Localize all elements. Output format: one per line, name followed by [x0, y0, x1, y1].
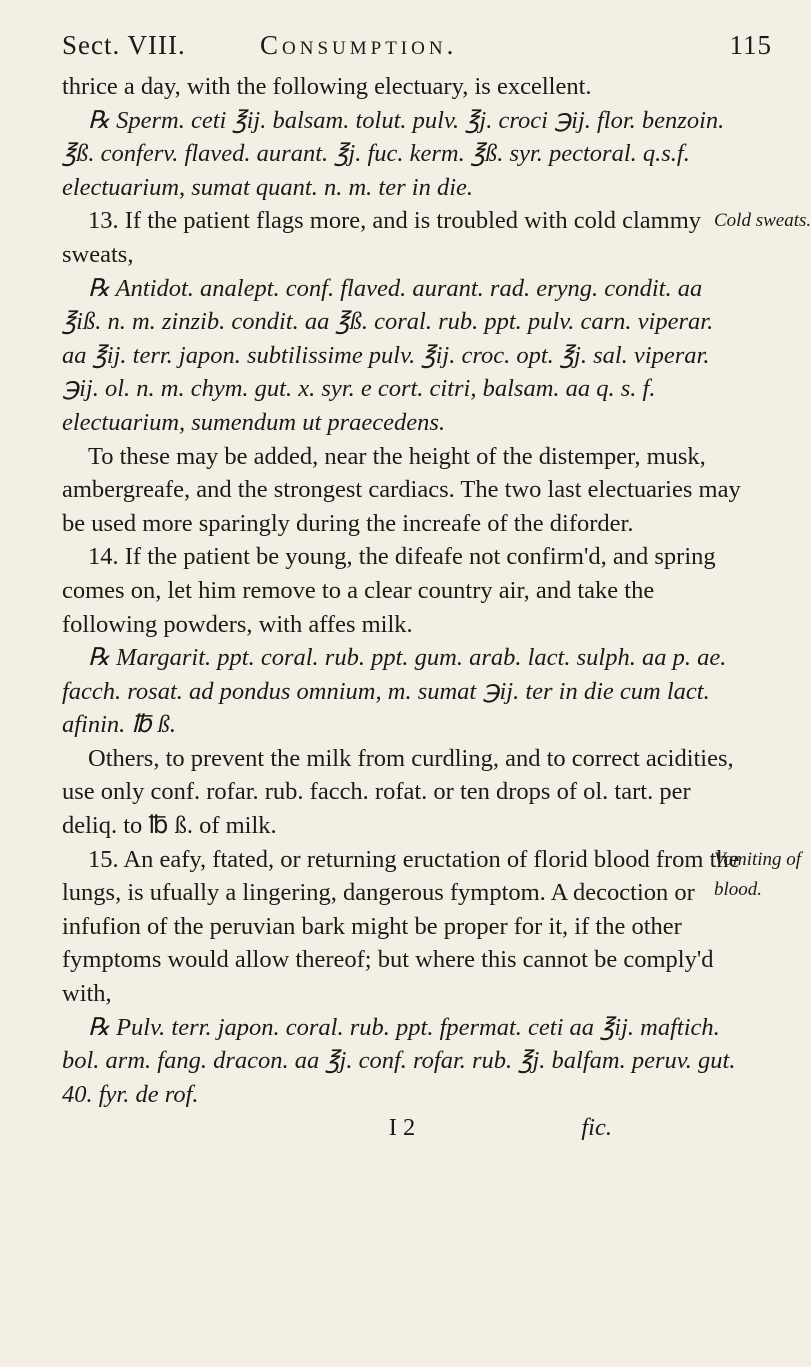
- signature-line: [62, 1111, 742, 1145]
- margin-note-blood: blood.: [714, 878, 763, 900]
- margin-note-vomiting: Vomiting of: [714, 848, 802, 870]
- recipe-electuary-2: ℞ Antidot. analept. conf. flaved. aurant. rad. eryng. condit. aa ℥iß. n. m. zinzib. condit. aa ℥ß. coral. rub. ppt. pulv. carn. viperar. aa ℥ij. terr. japon. subtilissime pulv. ℥ij. croc. opt. ℥j. sal. viperar. ℈ij. ol. n. m. chym. gut. x. syr. e cort. citri, balsam. aa q. s. f. electuarium, sumendum ut praecedens.: [62, 274, 714, 436]
- page-number: 115: [729, 30, 772, 60]
- recipe-pulvis: ℞ Pulv. terr. japon. coral. rub. ppt. fpermat. ceti aa ℥ij. maftich. bol. arm. fang. dracon. aa ℥j. conf. rofar. rub. ℥j. balfam. peruv. gut. 40. fyr. de rof.: [62, 1013, 736, 1108]
- running-header: [62, 22, 772, 70]
- paragraph-13: 13. If the patient flags more, and is troubled with cold clammy sweats,: [62, 207, 702, 268]
- paragraph-intro: thrice a day, with the following electuary, is excellent.: [62, 73, 592, 100]
- section-label: Sect. VIII.: [62, 30, 186, 60]
- paragraph-14: 14. If the patient be young, the difeafe not confirm'd, and spring comes on, let him remove to a clear country air, and take the following powders, with affes milk.: [62, 543, 716, 638]
- signature-mark: I 2: [388, 1114, 416, 1142]
- catchword: fic.: [581, 1114, 612, 1142]
- paragraph-15: 15. An eafy, ftated, or returning eructation of florid blood from the lungs, is ufually a lingering, dangerous fymptom. A decoction or infufion of the peruvian bark might be proper for it, if the other fymptoms would allow thereof; but where this cannot be comply'd with,: [62, 845, 740, 1008]
- paragraph-14-others: Others, to prevent the milk from curdling, and to correct acidities, use only conf. rofar. rub. facch. rofat. or ten drops of ol. tart. per deliq. to ℔ ß. of milk.: [62, 744, 734, 840]
- recipe-electuary-1: ℞ Sperm. ceti ℥ij. balsam. tolut. pulv. ℥j. croci ℈ij. flor. benzoin. ℥ß. conferv. flaved. aurant. ℥j. fuc. kerm. ℥ß. syr. pectoral. q.s.f. electuarium, sumat quant. n. m. ter in die.: [62, 106, 725, 201]
- paragraph-13-addition: To these may be added, near the height of the distemper, musk, ambergreafe, and the strongest cardiacs. The two last electuaries may be used more sparingly during the increafe of the diforder.: [62, 442, 741, 537]
- running-title: Consumption.: [260, 30, 458, 60]
- paragraph-15-row: [62, 843, 802, 1011]
- text-body: [62, 70, 811, 1145]
- paragraph-13-row: [62, 204, 811, 271]
- margin-note-cold-sweats: Cold sweats.: [714, 210, 811, 232]
- recipe-powders: ℞ Margarit. ppt. coral. rub. ppt. gum. arab. lact. sulph. aa p. ae. facch. rosat. ad pondus omnium, m. sumat ℈ij. ter in die cum lact. afinin. ℔ ß.: [62, 644, 727, 739]
